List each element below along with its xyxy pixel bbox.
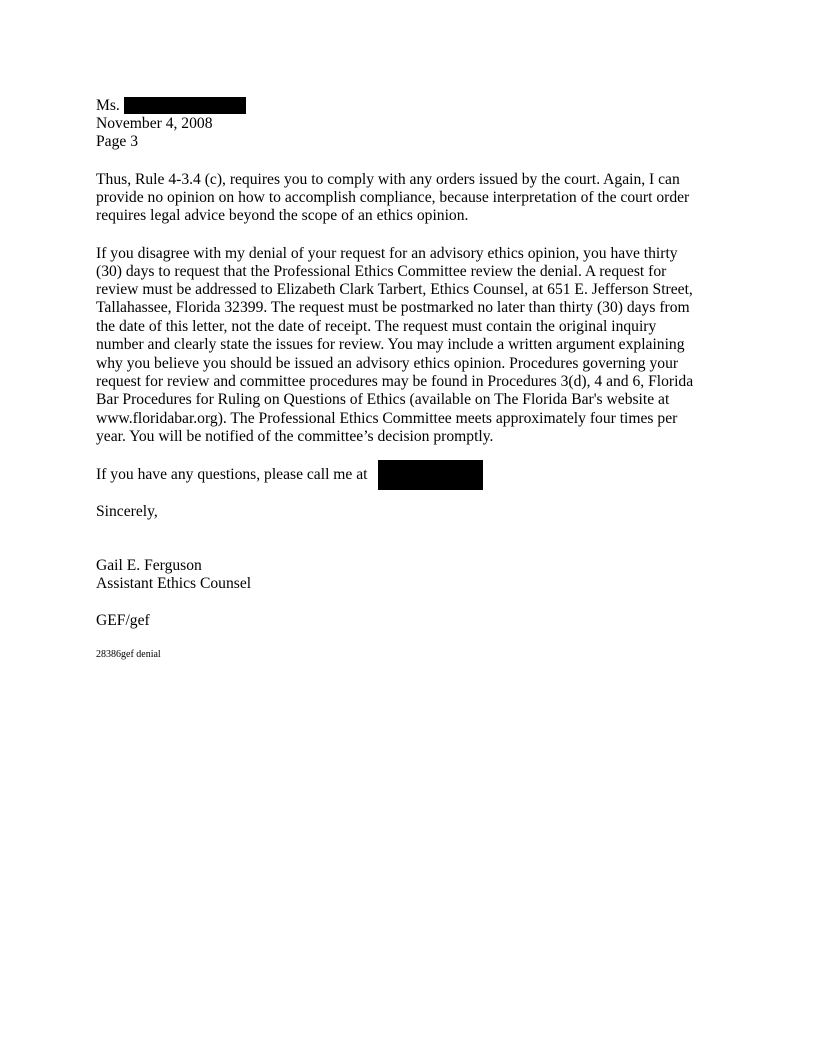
paragraph-line: Bar Procedures for Ruling on Questions of Ethics (available on The Florida Bar's website at [96, 391, 670, 408]
paragraph-line: (30) days to request that the Professional Ethics Committee review the denial. A request for [96, 263, 667, 280]
initials: GEF/gef [96, 612, 150, 629]
redacted-name [124, 97, 246, 114]
closing: Sincerely, [96, 503, 158, 520]
questions-line: If you have any questions, please call me at [96, 466, 368, 483]
letter-date: November 4, 2008 [96, 115, 213, 132]
paragraph-line: Thus, Rule 4-3.4 (c), requires you to comply with any orders issued by the court. Again, I can [96, 171, 680, 188]
paragraph-line: number and clearly state the issues for review. You may include a written argument explaining [96, 336, 685, 353]
paragraph-line: requires legal advice beyond the scope of an ethics opinion. [96, 207, 469, 224]
paragraph-line: review must be addressed to Elizabeth Clark Tarbert, Ethics Counsel, at 651 E. Jefferson Street, [96, 281, 693, 298]
paragraph-line: why you believe you should be issued an advisory ethics opinion. Procedures governing your [96, 355, 679, 372]
page-number: Page 3 [96, 133, 139, 150]
salutation-line [96, 97, 120, 115]
paragraph-line: request for review and committee procedures may be found in Procedures 3(d), 4 and 6, Florida [96, 373, 694, 390]
paragraph-line: provide no opinion on how to accomplish compliance, because interpretation of the court order [96, 189, 690, 206]
paragraph-line: year. You will be notified of the committee’s decision promptly. [96, 428, 494, 445]
paragraph-line: www.floridabar.org). The Professional Ethics Committee meets approximately four times per [96, 410, 678, 427]
salutation-prefix: Ms. [96, 97, 120, 114]
signature-title: Assistant Ethics Counsel [96, 575, 252, 592]
paragraph-line: Tallahassee, Florida 32399. The request must be postmarked no later than thirty (30) days from [96, 299, 690, 316]
signature-name: Gail E. Ferguson [96, 557, 202, 574]
redacted-phone [378, 460, 483, 490]
file-reference: 28386gef denial [96, 649, 161, 660]
paragraph-line: If you disagree with my denial of your request for an advisory ethics opinion, you have thirty [96, 245, 678, 262]
paragraph-line: the date of this letter, not the date of receipt. The request must contain the original inquiry [96, 318, 657, 335]
